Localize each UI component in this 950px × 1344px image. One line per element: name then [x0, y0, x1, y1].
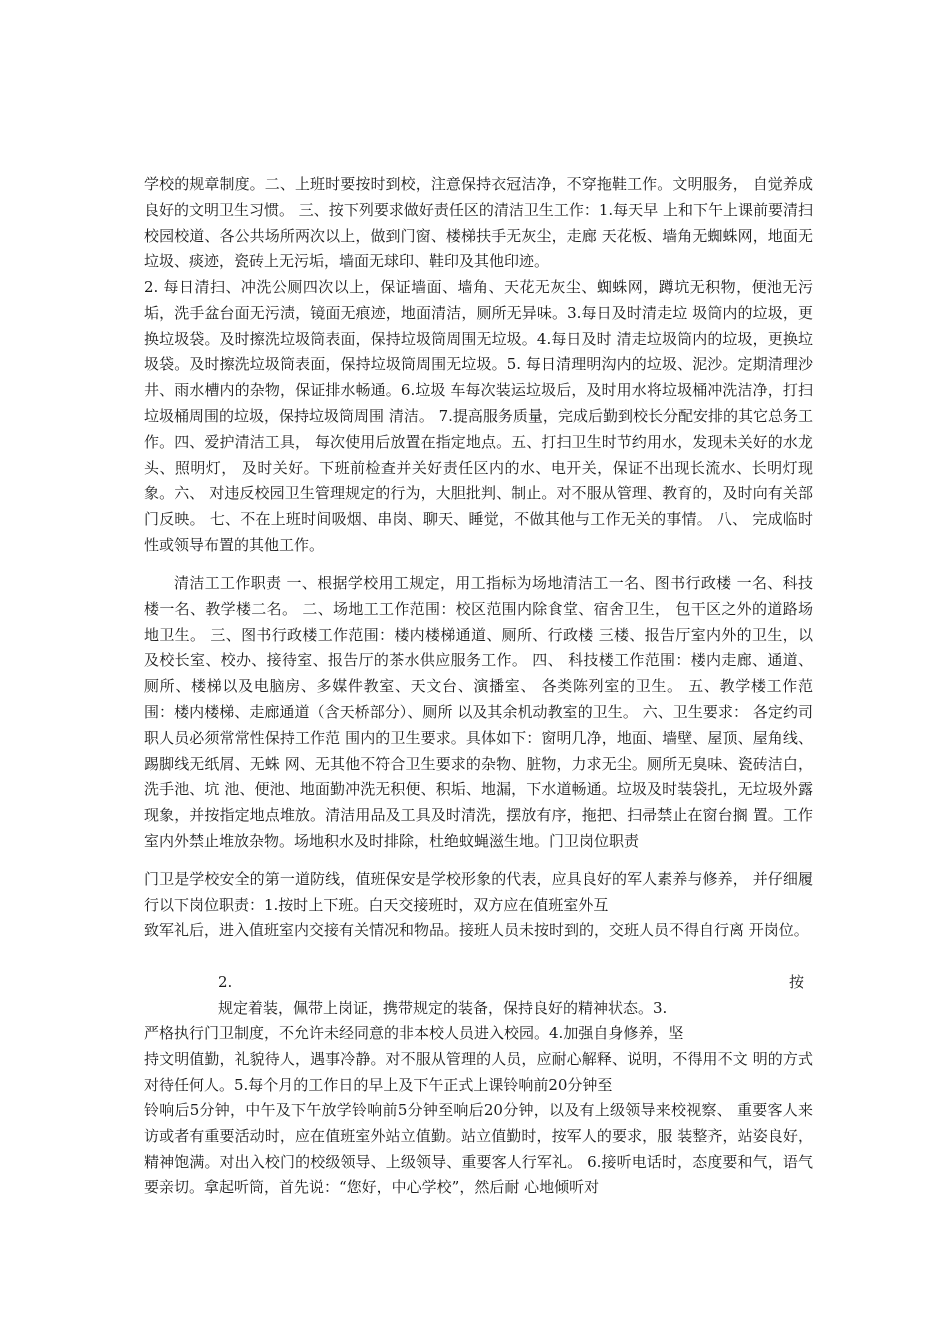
paragraph-cleaner-duties: 清洁工工作职责 一、根据学校用工规定，用工指标为场地清洁工一名、图书行政楼 一名、科技楼一名、教学楼二名。 二、场地工工作范围：校区范围内除食堂、宿舍卫生， 包干区之外的道路场地卫生。 三、图书行政楼工作范围：楼内楼梯通道、厕所、行政楼 三楼、报告厅室内外的卫生，以及校长室、校办、接待室、报告厅的茶水供应服务工作。 四、 科技楼工作范围：楼内走廊、通道、厕所、楼梯以及电脑房、多媒件教室、天文台、演播室、 各类陈列室的卫生。 五、教学楼工作范围：楼内楼梯、走廊通道（含天桥部分）、厕所 以及其余机动教室的卫生。 六、卫生要求： 各定约司职人员必须常常性保持工作范 围内的卫生要求。具体如下：窗明几净，地面、墙壁、屋顶、屋角线、踢脚线无纸屑、无蛛 网、无其他不符合卫生要求的杂物、脏物，力求无尘。厕所无臭味、瓷砖洁白，洗手池、坑 池、便池、地面勤冲洗无积便、积垢、地漏，下水道畅通。垃圾及时装袋扎，无垃圾外露 现象，并按指定地点堆放。清洁用品及工具及时清洗，摆放有序，拖把、扫帚禁止在窗台搁 置。工作室内外禁止堆放杂物。场地积水及时排除，杜绝蚊蝇滋生地。门卫岗位职责 — [144, 574, 813, 850]
paragraph-civil-duty: 持文明值勤，礼貌待人，遇事冷静。对不服从管理的人员，应耐心解释、说明，不得用不文 明的方式对待任何人。5.每个月的工作日的早上及下午正式上课铃响前20分钟至 — [144, 1050, 813, 1094]
paragraph-standing-duty: 铃响后5分钟，中午及下午放学铃响前5分钟至响后20分钟，以及有上级领导来校视察、 重要客人来访或者有重要活动时，应在值班室外站立值勤。站立值勤时，按军人的要求，服 装整齐，站姿良好，精神饱满。对出入校门的校级领导、上级领导、重要客人行军礼。 6.接听电话时，态度要和气，语气要亲切。拿起听筒，首先说：“您好，中心学校”，然后耐 心地倾听对 — [144, 1101, 813, 1197]
paragraph-guard-handover: 致军礼后，进入值班室内交接有关情况和物品。接班人员未按时到的，交班人员不得自行离 开岗位。 — [144, 921, 809, 939]
paragraph-dress-code: 规定着装，佩带上岗证，携带规定的装备，保持良好的精神状态。3. — [218, 999, 668, 1017]
paragraph-toilet-cleaning: 2. 每日清扫、冲洗公厕四次以上，保证墙面、墙角、天花无灰尘、蜘蛛网，蹲坑无积物，便池无污垢，洗手盆台面无污渍，镜面无痕迹，地面清洁，厕所无异味。3.每日及时清走垃 圾筒内的垃圾，更换垃圾袋。及时擦洗垃圾筒表面，保持垃圾筒周围无垃圾。4.每日及时 清走垃圾筒内的垃圾，更换垃圾袋。及时擦洗垃圾筒表面，保持垃圾筒周围无垃圾。5. 每日清理明沟内的垃圾、泥沙。定期清理沙井、雨水槽内的杂物，保证排水畅通。6.垃圾 车每次装运垃圾后，及时用水将垃圾桶冲洗洁净，打扫垃圾桶周围的垃圾，保持垃圾筒周围 清洁。 7.提高服务质量，完成后勤到校长分配安排的其它总务工作。四、爱护清洁工具， 每次使用后放置在指定地点。五、打扫卫生时节约用水，发现未关好的水龙头、照明灯， 及时关好。下班前检查并关好责任区内的水、电开关，保证不出现长流水、长明灯现象。六、 对违反校园卫生管理规定的行为，大胆批判、制止。对不服从管理、教育的，及时向有关部 门反映。 七、不在上班时间吸烟、串岗、聊天、睡觉，不做其他与工作无关的事情。 八、 完成临时性或领导布置的其他工作。 — [144, 278, 813, 554]
paragraph-cleaning-intro: 学校的规章制度。二、上班时要按时到校，注意保持衣冠洁净，不穿拖鞋工作。文明服务， 自觉养成良好的文明卫生习惯。 三、按下列要求做好责任区的清洁卫生工作：1.每天早 上和下午上课前要清扫校园校道、各公共场所两次以上，做到门窗、楼梯扶手无灰尘，走廊 天花板、墙角无蜘蛛网，地面无垃圾、痰迹，瓷砖上无污垢，墙面无球印、鞋印及其他印迹。 — [144, 175, 813, 271]
list-number-2: 2. — [218, 973, 233, 991]
floating-char-an: 按 — [789, 973, 805, 991]
paragraph-gate-rules: 严格执行门卫制度，不允许未经同意的非本校人员进入校园。4.加强自身修养，坚 — [144, 1024, 684, 1042]
paragraph-guard-intro: 门卫是学校安全的第一道防线，值班保安是学校形象的代表，应具良好的军人素养与修养， 并仔细履行以下岗位职责：1.按时上下班。白天交接班时，双方应在值班室外互 — [144, 870, 813, 914]
